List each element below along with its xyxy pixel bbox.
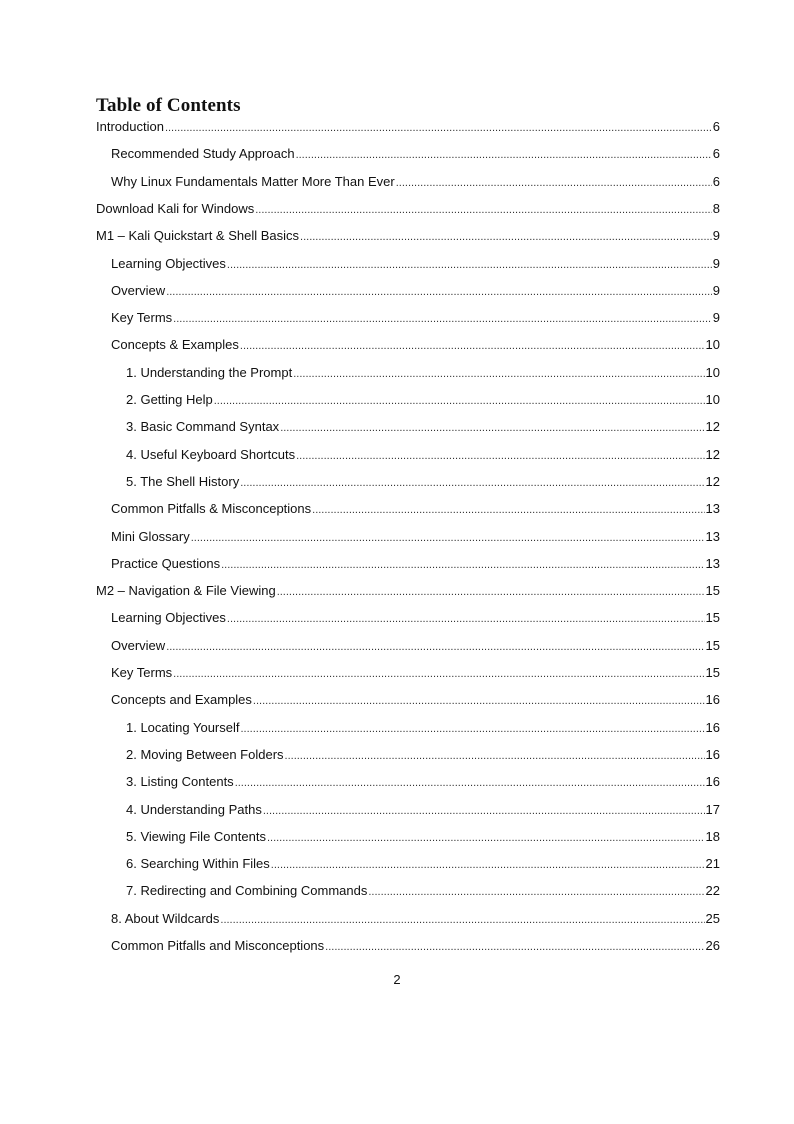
- dot-leader: [240, 337, 705, 355]
- toc-entry[interactable]: [126, 718, 720, 738]
- toc-entry[interactable]: [126, 390, 720, 410]
- toc-entry[interactable]: [111, 608, 720, 628]
- toc-entry-page: 26: [705, 938, 720, 953]
- toc-entry-label: 3. Listing Contents: [126, 774, 234, 790]
- toc-entry[interactable]: [126, 881, 720, 901]
- toc-entry[interactable]: [96, 581, 720, 601]
- toc-entry-page: 12: [705, 473, 720, 489]
- dot-leader: [296, 146, 712, 164]
- toc-entry-label: 1. Understanding the Prompt: [126, 364, 293, 380]
- toc-entry-label: Learning Objectives: [111, 610, 226, 626]
- toc-entry-label: 6. Searching Within Files: [126, 856, 270, 872]
- toc-entry[interactable]: [111, 690, 720, 710]
- toc-entry-label: Introduction: [96, 119, 164, 134]
- dot-leader: [220, 911, 704, 929]
- dot-leader: [253, 692, 705, 710]
- toc-entry-page: 22: [705, 883, 720, 899]
- dot-leader: [293, 365, 704, 383]
- toc-entry-label: Concepts & Examples: [111, 337, 239, 353]
- toc-entry[interactable]: [126, 417, 720, 437]
- toc-entry[interactable]: [111, 254, 720, 274]
- toc-entry[interactable]: [111, 663, 720, 683]
- dot-leader: [267, 829, 705, 847]
- toc-entry-label: 5. Viewing File Contents: [126, 828, 266, 844]
- toc-entry-label: Common Pitfalls & Misconceptions: [111, 501, 312, 517]
- toc-entry-label: 8. About Wildcards: [111, 910, 220, 926]
- toc-entry-page: 16: [705, 719, 720, 735]
- toc-entry-label: Concepts and Examples: [111, 692, 252, 708]
- toc-entry[interactable]: [111, 909, 720, 929]
- toc-entry-label: Learning Objectives: [111, 255, 226, 271]
- dot-leader: [396, 174, 712, 192]
- toc-entry[interactable]: [111, 554, 720, 574]
- toc-entry-label: 4. Useful Keyboard Shortcuts: [126, 446, 296, 462]
- toc-entry[interactable]: [111, 499, 720, 519]
- toc-entry-page: 16: [705, 774, 720, 790]
- toc-entry-label: 5. The Shell History: [126, 473, 240, 489]
- toc-title: Table of Contents: [96, 95, 241, 116]
- toc-entry-page: 13: [705, 528, 720, 544]
- toc-entry-page: 17: [705, 801, 720, 817]
- toc-entry[interactable]: [126, 472, 720, 492]
- toc-entry-label: Practice Questions: [111, 555, 221, 571]
- dot-leader: [368, 883, 704, 901]
- toc-entry[interactable]: [111, 172, 720, 192]
- toc-entry-page: 15: [705, 583, 720, 599]
- toc-entry-page: 13: [705, 555, 720, 571]
- toc-entry-page: 12: [705, 446, 720, 462]
- toc-entry-label: Overview: [111, 282, 166, 298]
- dot-leader: [227, 256, 712, 274]
- toc-entry[interactable]: [96, 226, 720, 246]
- toc-entry-label: 7. Redirecting and Combining Commands: [126, 883, 368, 899]
- toc-entry[interactable]: [111, 308, 720, 328]
- dot-leader: [271, 856, 705, 874]
- toc-entry-page: 6: [712, 173, 720, 189]
- toc-entry-page: 9: [712, 282, 720, 298]
- toc-entry-label: Download Kali for Windows: [96, 200, 255, 216]
- toc-entry-label: Overview: [111, 637, 166, 653]
- toc-entry-page: 12: [705, 419, 720, 435]
- dot-leader: [227, 610, 705, 628]
- toc-entry-page: 18: [705, 828, 720, 844]
- toc-entry[interactable]: [126, 800, 720, 820]
- dot-leader: [296, 447, 704, 465]
- toc-entry-label: Recommended Study Approach: [111, 146, 295, 162]
- toc-entry[interactable]: [126, 363, 720, 383]
- dot-leader: [240, 474, 704, 492]
- toc-entry-label: Common Pitfalls and Misconceptions: [111, 938, 325, 953]
- toc-entry-page: 15: [705, 610, 720, 626]
- toc-entry-label: Key Terms: [111, 310, 173, 326]
- toc-entry-page: 10: [705, 364, 720, 380]
- dot-leader: [312, 501, 704, 519]
- toc-entry[interactable]: [111, 144, 720, 164]
- dot-leader: [235, 774, 705, 792]
- toc-entry[interactable]: [111, 636, 720, 656]
- toc-entry-page: 10: [705, 392, 720, 407]
- toc-entry-page: 15: [705, 637, 720, 653]
- dot-leader: [255, 201, 712, 219]
- dot-leader: [280, 419, 704, 437]
- toc-entry-page: 8: [712, 200, 720, 216]
- toc-entry-label: Key Terms: [111, 665, 173, 680]
- toc-entry[interactable]: [126, 772, 720, 792]
- dot-leader: [221, 556, 704, 574]
- toc-entry-page: 10: [705, 337, 720, 353]
- toc-entry[interactable]: [111, 335, 720, 355]
- toc-entry-label: 2. Getting Help: [126, 392, 213, 407]
- toc-entry[interactable]: [96, 199, 720, 219]
- toc-entry-page: 6: [712, 146, 720, 162]
- dot-leader: [325, 938, 704, 956]
- toc-entry-label: Mini Glossary: [111, 528, 190, 544]
- page-number: 2: [393, 972, 401, 987]
- toc-entry[interactable]: [111, 527, 720, 547]
- toc-entry-page: 6: [712, 119, 720, 134]
- toc-entry-label: 4. Understanding Paths: [126, 801, 262, 817]
- toc-entry[interactable]: [96, 117, 720, 137]
- dot-leader: [277, 583, 705, 601]
- toc-entry-page: 21: [705, 856, 720, 872]
- toc-entry-page: 16: [705, 692, 720, 708]
- dot-leader: [263, 802, 705, 820]
- dot-leader: [173, 310, 712, 328]
- toc-entry[interactable]: [126, 827, 720, 847]
- toc-entry[interactable]: [111, 281, 720, 301]
- toc-entry[interactable]: [111, 936, 720, 956]
- dot-leader: [285, 747, 705, 765]
- toc-entry-page: 16: [705, 746, 720, 762]
- dot-leader: [165, 119, 712, 137]
- toc-entry-page: 15: [705, 665, 720, 680]
- toc-entry-page: 25: [705, 910, 720, 926]
- dot-leader: [191, 529, 705, 547]
- toc-entry[interactable]: [126, 745, 720, 765]
- dot-leader: [166, 283, 712, 301]
- toc-entry-page: 9: [712, 255, 720, 271]
- dot-leader: [173, 665, 704, 683]
- toc-entry-label: 3. Basic Command Syntax: [126, 419, 280, 435]
- dot-leader: [300, 228, 712, 246]
- toc-entry-page: 9: [712, 228, 720, 244]
- dot-leader: [166, 638, 704, 656]
- toc-entry[interactable]: [126, 854, 720, 874]
- toc-entry-label: M2 – Navigation & File Viewing: [96, 583, 276, 599]
- toc-entry-page: 13: [705, 501, 720, 517]
- toc-entry-label: 1. Locating Yourself: [126, 719, 240, 735]
- toc-entry-label: Why Linux Fundamentals Matter More Than Ever: [111, 173, 395, 189]
- toc-entry[interactable]: [126, 445, 720, 465]
- dot-leader: [214, 392, 705, 410]
- toc-entry-label: 2. Moving Between Folders: [126, 746, 284, 762]
- dot-leader: [240, 720, 704, 738]
- toc-entry-label: M1 – Kali Quickstart & Shell Basics: [96, 228, 300, 244]
- toc-entry-page: 9: [712, 310, 720, 326]
